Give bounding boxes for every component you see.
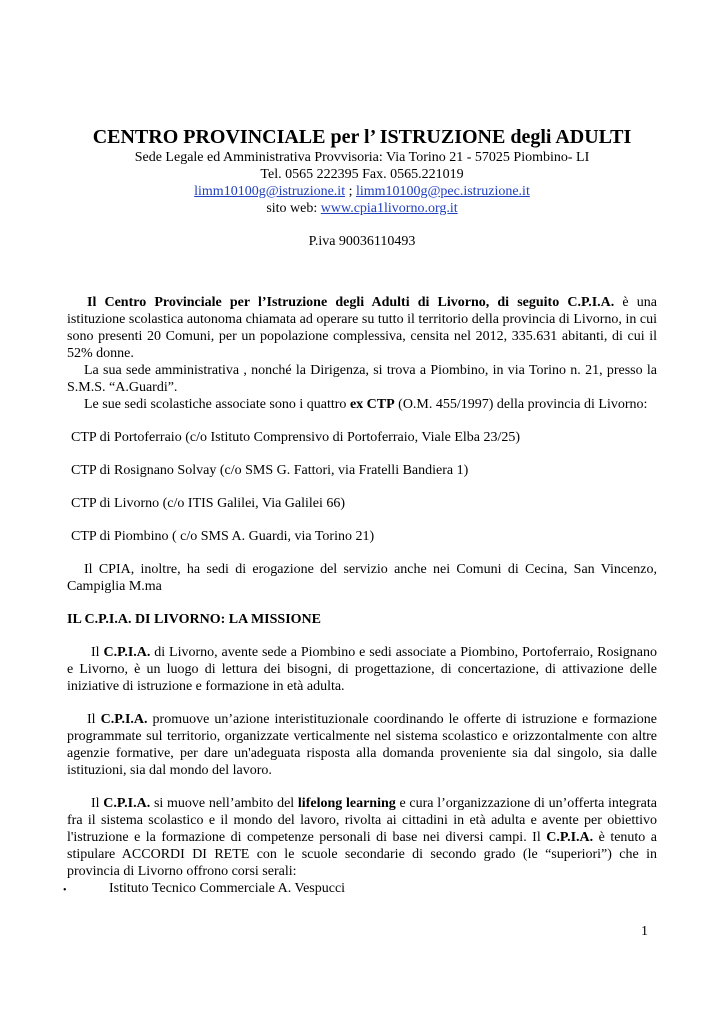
ctp-item-livorno: CTP di Livorno (c/o ITIS Galilei, Via Galilei 66) — [71, 496, 346, 511]
sedi-post: (O.M. 455/1997) della provincia di Livorno: — [394, 397, 648, 412]
m3-pre: Il — [91, 796, 104, 811]
m3-post: è tenuto a stipulare ACCORDI DI RETE con le scuole secondarie di secondo grado (le “superiori”) che in provincia di Livorno offrono corsi serali: — [67, 830, 657, 879]
m2-post: promuove un’azione interistituzionale coordinando le offerte di istruzione e formazione programmate sul territorio, organizzate verticalmente nel sistema scolastico e orizzontalmente con altre agenzie formative, per dare un'adeguata risposta alla domanda proveniente sia dal singolo, sia dalle istituzioni, sia dal mondo del lavoro. — [67, 712, 657, 778]
bullet-list-item — [63, 880, 657, 897]
ctp-item-piombino: CTP di Piombino ( c/o SMS A. Guardi, via Torino 21) — [71, 529, 375, 544]
institution-title: CENTRO PROVINCIALE per l’ ISTRUZIONE degli ADULTI — [92, 126, 632, 148]
m3-mid-2: e cura l’organizzazione di un’offerta integrata fra il sistema scolastico e il mondo del lavoro, rivolta ai cittadini in età adulta e avente per obiettivo l'istruzione e la formazione di competenze personali di base nei diversi campi. Il — [67, 796, 657, 845]
mission-paragraph-2 — [67, 711, 657, 779]
email-link-pec[interactable]: limm10100g@pec.istruzione.it — [355, 184, 530, 199]
sede-paragraph: La sua sede amministrativa , nonché la Dirigenza, si trova a Piombino, in via Torino n. 21, presso la S.M.S. “A.Guardi”. — [67, 363, 657, 395]
m2-pre: Il — [87, 712, 101, 727]
legal-address: Sede Legale ed Amministrativa Provvisoria: Via Torino 21 - 57025 Piombino- LI — [134, 150, 590, 165]
phone-fax: Tel. 0565 222395 Fax. 0565.221019 — [260, 167, 464, 182]
vat-number: P.iva 90036110493 — [308, 234, 416, 249]
email-separator: ; — [345, 184, 356, 199]
email-line — [0, 183, 724, 200]
email-link-istruzione[interactable]: limm10100g@istruzione.it — [194, 184, 346, 199]
intro-bold-lead: Il Centro Provinciale per l’Istruzione degli Adulti di Livorno, di seguito C.P.I.A. — [87, 295, 615, 310]
m3-bold-1: C.P.I.A. — [103, 796, 151, 811]
m3-mid-1: si muove nell’ambito del — [150, 796, 298, 811]
bullet-marker-icon: • — [63, 885, 67, 896]
intro-paragraph — [67, 294, 657, 362]
mission-paragraph-1 — [67, 644, 657, 695]
page-number: 1 — [641, 924, 648, 939]
sedi-pre: Le sue sedi scolastiche associate sono i quattro — [84, 397, 350, 412]
intro-rest: è una istituzione scolastica autonoma chiamata ad operare su tutto il territorio della provincia di Livorno, in cui sono presenti 20 Comuni, per un popolazione complessiva, censita nel 2012, 335.631 abitanti, di cui il 52% donne. — [67, 295, 657, 361]
m1-bold: C.P.I.A. — [103, 645, 151, 660]
m1-post: di Livorno, avente sede a Piombino e sedi associate a Piombino, Portoferraio, Rosignano e Livorno, è un luogo di lettura dei bisogni, di progettazione, di concertazione, di attivazione delle iniziative di istruzione e formazione in età adulta. — [67, 645, 657, 694]
m2-bold: C.P.I.A. — [100, 712, 148, 727]
letterhead — [0, 125, 724, 250]
m1-pre: Il — [91, 645, 104, 660]
document-body — [63, 294, 657, 897]
sedi-paragraph — [67, 396, 657, 413]
m3-bold-2: lifelong learning — [297, 796, 396, 811]
ctp-item-rosignano: CTP di Rosignano Solvay (c/o SMS G. Fattori, via Fratelli Bandiera 1) — [71, 463, 469, 478]
m3-bold-3: C.P.I.A. — [546, 830, 594, 845]
cpia-sedi-paragraph: Il CPIA, inoltre, ha sedi di erogazione del servizio anche nei Comuni di Cecina, San Vincenzo, Campiglia M.ma — [67, 562, 657, 594]
ctp-item-portoferraio: CTP di Portoferraio (c/o Istituto Comprensivo di Portoferraio, Viale Elba 23/25) — [71, 430, 521, 445]
website-line — [0, 200, 724, 217]
website-label: sito web: — [266, 201, 321, 216]
mission-paragraph-3 — [67, 795, 657, 880]
website-link[interactable]: www.cpia1livorno.org.it — [320, 201, 458, 216]
section-title-missione: IL C.P.I.A. DI LIVORNO: LA MISSIONE — [67, 612, 321, 627]
bullet-item-text: Istituto Tecnico Commerciale A. Vespucci — [109, 881, 346, 896]
sedi-bold: ex CTP — [349, 397, 395, 412]
